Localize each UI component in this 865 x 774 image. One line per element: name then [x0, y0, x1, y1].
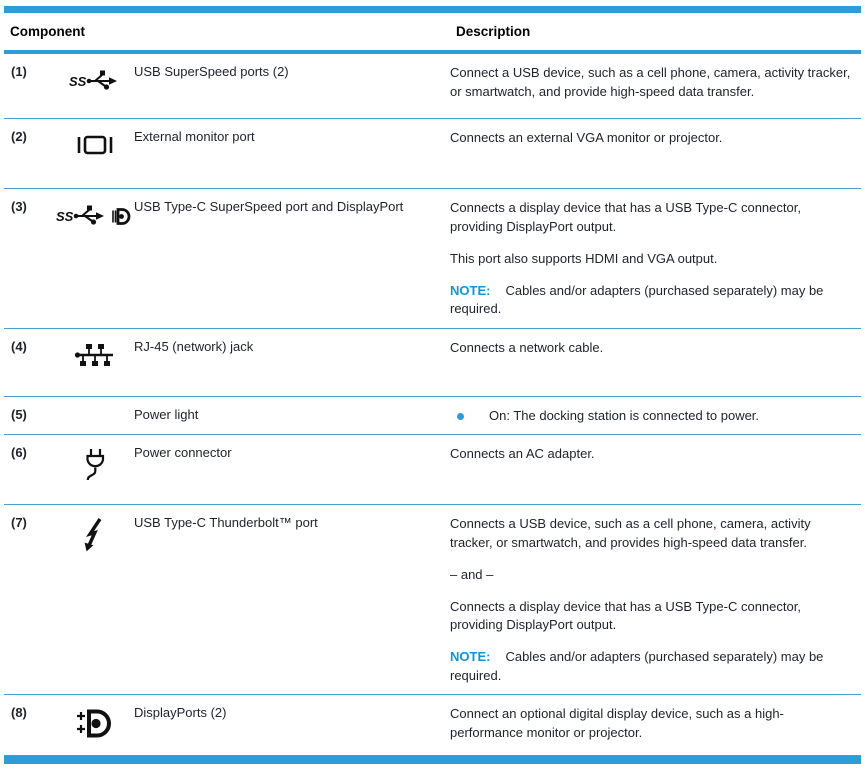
component-column-header: Component: [10, 24, 85, 39]
bullet-text: On: The docking station is connected to power.: [489, 408, 760, 423]
component-name: USB Type-C SuperSpeed port and DisplayPort: [134, 199, 404, 214]
component-name: Power connector: [134, 445, 232, 460]
description-cell: [446, 189, 861, 328]
row-number: (3): [11, 199, 27, 214]
description-paragraph: Connects an external VGA monitor or projector.: [450, 130, 723, 145]
row-number: (4): [11, 339, 27, 354]
row-number: (2): [11, 129, 27, 144]
icon-cell: [56, 505, 134, 694]
svg-text:SS: SS: [56, 209, 74, 224]
bullet-icon: [457, 413, 464, 420]
table-row: [4, 695, 861, 756]
table-row: [4, 505, 861, 695]
description-paragraph: Connect a USB device, such as a cell phone, camera, activity tracker, or smartwatch, and provide high-speed data transfer.: [450, 65, 851, 99]
icon-cell: [56, 189, 134, 328]
icon-cell: [56, 435, 134, 504]
description-paragraph: Connects a USB device, such as a cell phone, camera, activity tracker, or smartwatch, and provides high-speed data transfer.: [450, 516, 811, 550]
external-monitor-icon: [75, 132, 115, 158]
component-name: Power light: [134, 407, 199, 422]
component-name: RJ-45 (network) jack: [134, 339, 254, 354]
description-paragraph: Connects a network cable.: [450, 340, 604, 355]
row-number: (5): [11, 407, 27, 422]
row-number: (1): [11, 64, 27, 79]
table-row: [4, 397, 861, 435]
table-row: [4, 54, 861, 119]
component-table: [4, 6, 861, 764]
row-number: (7): [11, 515, 27, 530]
icon-cell: [56, 397, 134, 434]
table-row: [4, 329, 861, 397]
description-cell: [446, 119, 861, 188]
description-paragraph: Connects a display device that has a USB Type-C connector, providing DisplayPort output.: [450, 200, 801, 234]
icon-cell: [56, 54, 134, 118]
row-number: (8): [11, 704, 27, 720]
component-name: DisplayPorts (2): [134, 704, 227, 720]
table-row: [4, 189, 861, 329]
icon-cell: [56, 695, 134, 755]
power-connector-icon: [80, 448, 110, 484]
description-cell: [446, 329, 861, 396]
description-cell: [446, 397, 861, 434]
icon-cell: [56, 119, 134, 188]
bottom-accent-bar: [4, 756, 861, 764]
description-cell: [446, 505, 861, 694]
description-column-header: Description: [456, 24, 531, 39]
row-number: (6): [11, 445, 27, 460]
table-row: [4, 119, 861, 189]
note-label: NOTE:: [450, 282, 491, 298]
bullet-item: [450, 407, 853, 426]
component-name: USB SuperSpeed ports (2): [134, 64, 289, 79]
note-paragraph: NOTE: Cables and/or adapters (purchased separately) may be required.: [450, 282, 824, 317]
description-paragraph: Connects a display device that has a USB Type-C connector, providing DisplayPort output.: [450, 598, 801, 633]
component-name: USB Type-C Thunderbolt™ port: [134, 515, 318, 530]
description-cell: [446, 54, 861, 118]
description-cell: [446, 695, 861, 755]
description-paragraph: Connect an optional digital display device, such as a high-performance monitor or projector.: [450, 705, 784, 740]
note-paragraph: NOTE: Cables and/or adapters (purchased separately) may be required.: [450, 649, 824, 684]
svg-text:SS: SS: [69, 74, 87, 89]
description-paragraph: This port also supports HDMI and VGA output.: [450, 250, 718, 266]
description-cell: [446, 435, 861, 504]
rj45-network-icon: [73, 342, 117, 368]
component-table-body: [4, 54, 861, 756]
description-paragraph: Connects an AC adapter.: [450, 446, 595, 461]
top-accent-bar: [4, 6, 861, 13]
icon-cell: [56, 329, 134, 396]
note-label: NOTE:: [450, 649, 491, 665]
displayport-icon: [74, 708, 116, 740]
component-name: External monitor port: [134, 129, 255, 144]
table-row: [4, 435, 861, 505]
thunderbolt-icon: [82, 518, 108, 558]
description-paragraph: – and –: [450, 566, 494, 582]
table-header-row: [4, 13, 861, 54]
usb-superspeed-icon: [69, 67, 121, 95]
usb-c-superspeed-displayport-icon: [56, 202, 134, 230]
